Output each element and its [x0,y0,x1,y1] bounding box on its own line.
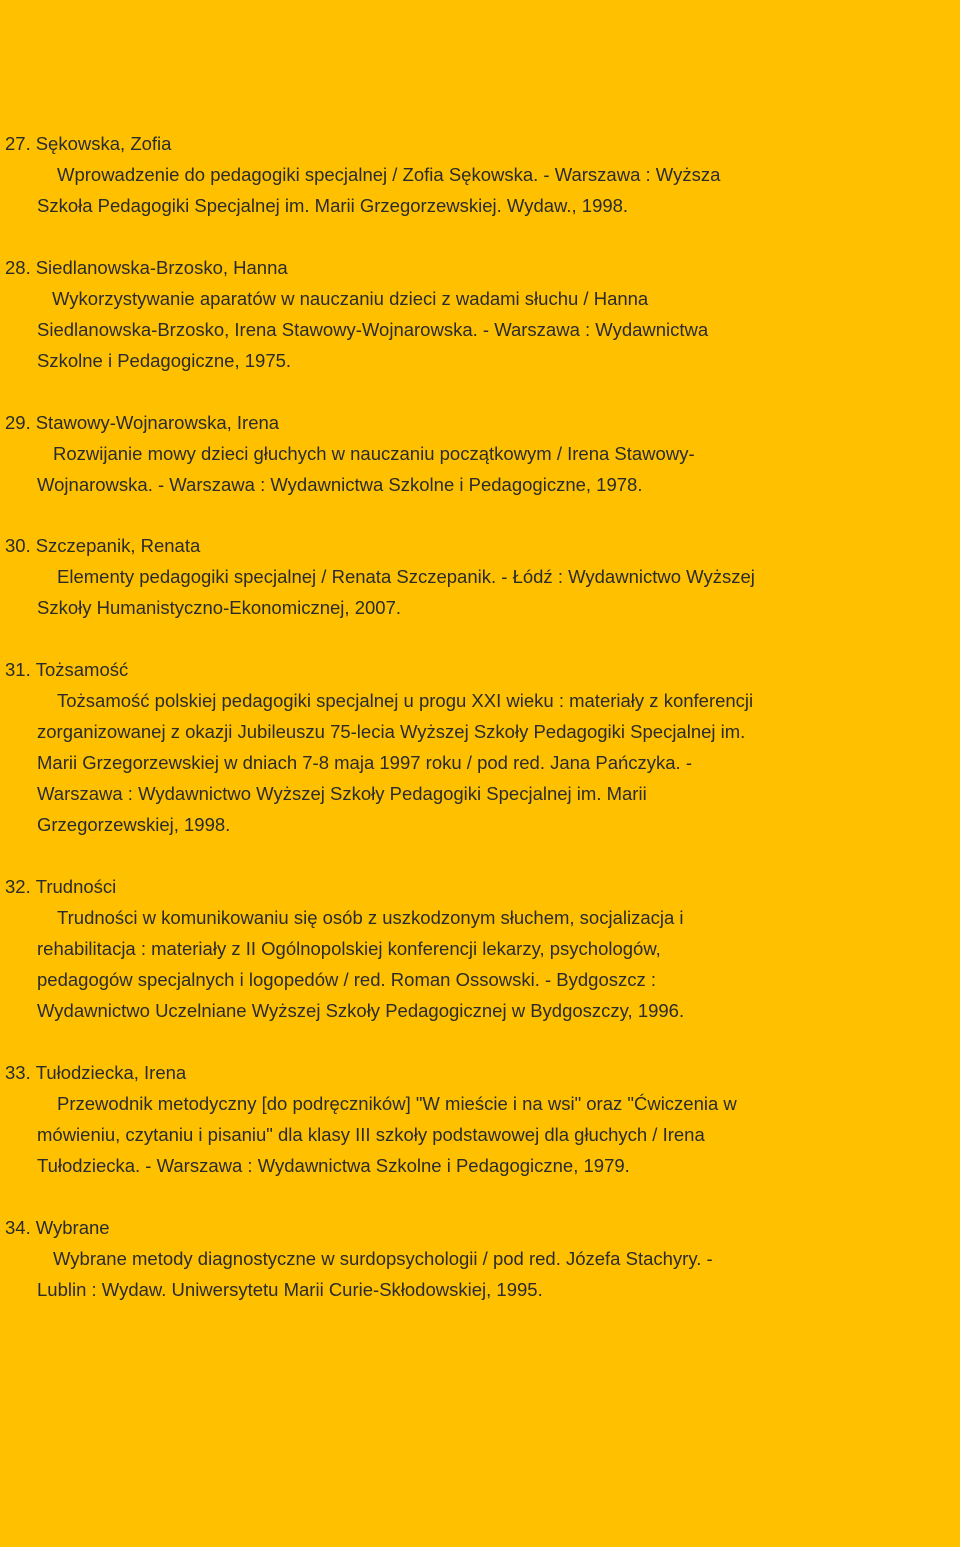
bibliography-entry [0,252,960,376]
entry-line: Wykorzystywanie aparatów w nauczaniu dzieci z wadami słuchu / Hanna [52,288,649,309]
entry-line: Szkoła Pedagogiki Specjalnej im. Marii Grzegorzewskiej. Wydaw., 1998. [37,195,629,216]
entry-number: 29. [5,412,31,433]
entry-author: Wybrane [35,1217,110,1238]
bibliography-entry [0,654,960,840]
entry-author: Stawowy-Wojnarowska, Irena [35,412,280,433]
entry-line: Grzegorzewskiej, 1998. [37,814,231,835]
entry-heading [0,530,960,561]
entry-line: Tożsamość polskiej pedagogiki specjalnej u progu XXI wieku : materiały z konferencji [57,690,754,711]
entry-line: mówieniu, czytaniu i pisaniu" dla klasy III szkoły podstawowej dla głuchych / Irena [37,1124,705,1145]
entry-number: 28. [5,257,31,278]
entry-number: 34. [5,1217,31,1238]
entry-line: zorganizowanej z okazji Jubileuszu 75-lecia Wyższej Szkoły Pedagogiki Specjalnej im. [37,721,746,742]
entry-heading [0,128,960,159]
entry-author: Sękowska, Zofia [35,133,172,154]
entry-heading [0,1212,960,1243]
entry-line: Tułodziecka. - Warszawa : Wydawnictwa Szkolne i Pedagogiczne, 1979. [37,1155,630,1176]
bibliography-entry [0,1057,960,1181]
entry-line: Elementy pedagogiki specjalnej / Renata Szczepanik. - Łódź : Wydawnictwo Wyższej [57,566,755,587]
entry-line: Siedlanowska-Brzosko, Irena Stawowy-Wojnarowska. - Warszawa : Wydawnictwa [37,319,709,340]
entry-heading [0,1057,960,1088]
entry-author: Szczepanik, Renata [35,535,201,556]
bibliography-entry [0,1212,960,1305]
entry-number: 32. [5,876,31,897]
entry-number: 30. [5,535,31,556]
entry-number: 27. [5,133,31,154]
entry-author: Tożsamość [35,659,129,680]
entry-author: Trudności [35,876,117,897]
entry-author: Tułodziecka, Irena [35,1062,187,1083]
bibliography-entry [0,128,960,221]
entry-line: Lublin : Wydaw. Uniwersytetu Marii Curie-Skłodowskiej, 1995. [37,1279,543,1300]
entry-line: pedagogów specjalnych i logopedów / red. Roman Ossowski. - Bydgoszcz : [37,969,657,990]
entry-author: Siedlanowska-Brzosko, Hanna [35,257,288,278]
entry-line: Wydawnictwo Uczelniane Wyższej Szkoły Pedagogicznej w Bydgoszczy, 1996. [37,1000,685,1021]
entry-line: Warszawa : Wydawnictwo Wyższej Szkoły Pedagogiki Specjalnej im. Marii [37,783,647,804]
bibliography-entry [0,871,960,1026]
entry-line: Marii Grzegorzewskiej w dniach 7-8 maja 1997 roku / pod red. Jana Pańczyka. - [37,752,692,773]
entry-number: 31. [5,659,31,680]
entry-line: Wprowadzenie do pedagogiki specjalnej / Zofia Sękowska. - Warszawa : Wyższa [57,164,721,185]
entry-line: Wojnarowska. - Warszawa : Wydawnictwa Szkolne i Pedagogiczne, 1978. [37,474,643,495]
entry-line: Trudności w komunikowaniu się osób z uszkodzonym słuchem, socjalizacja i [57,907,684,928]
entry-line: Wybrane metody diagnostyczne w surdopsychologii / pod red. Józefa Stachyry. - [53,1248,713,1269]
entry-line: Przewodnik metodyczny [do podręczników] "W mieście i na wsi" oraz "Ćwiczenia w [57,1093,737,1114]
entry-number: 33. [5,1062,31,1083]
entry-line: Rozwijanie mowy dzieci głuchych w nauczaniu początkowym / Irena Stawowy- [53,443,695,464]
entry-heading [0,871,960,902]
entry-line: rehabilitacja : materiały z II Ogólnopolskiej konferencji lekarzy, psychologów, [37,938,661,959]
entry-line: Szkoły Humanistyczno-Ekonomicznej, 2007. [37,597,401,618]
bibliography-entry [0,407,960,500]
entry-heading [0,407,960,438]
entry-heading [0,654,960,685]
entry-heading [0,252,960,283]
entry-line: Szkolne i Pedagogiczne, 1975. [37,350,292,371]
bibliography-entry [0,530,960,623]
